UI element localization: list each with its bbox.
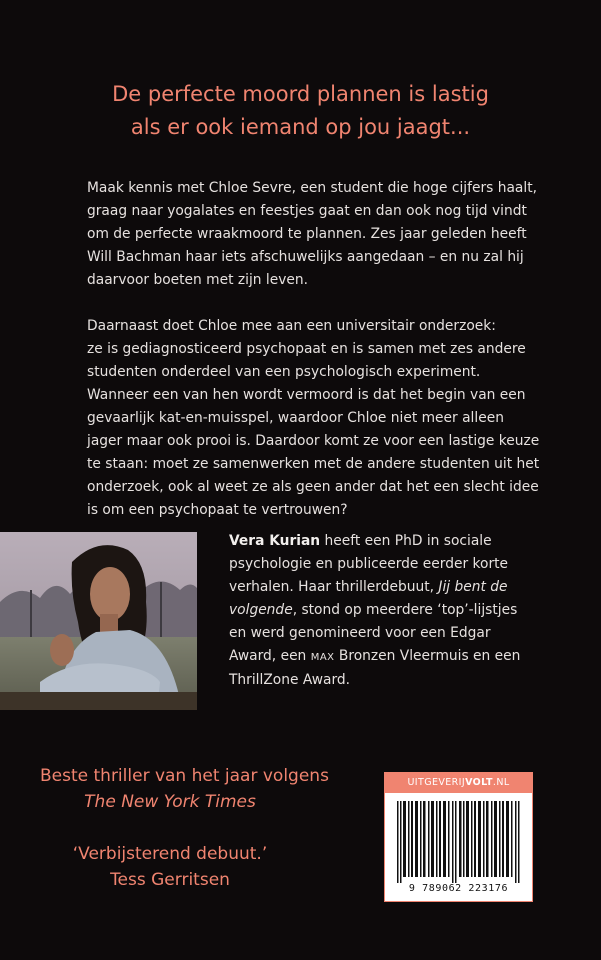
book-title: volgende [229, 602, 293, 618]
blurb-paragraph-1 [87, 177, 538, 292]
author-bio-line [229, 530, 529, 553]
blurb-line: jager maar ook prooi is. Daardoor komt ze voor een lastige keuze [87, 433, 540, 449]
quote-text: Beste thriller van het jaar volgens [40, 766, 329, 786]
author-bio-line [229, 576, 529, 599]
book-title: Jij bent de [438, 579, 508, 595]
tagline-line-2: als er ook iemand op jou jaagt... [130, 115, 471, 139]
blurb-line: om de perfecte wraakmoord te plannen. Zes jaar geleden heeft [87, 226, 527, 242]
max-smallcaps: MAX [310, 652, 335, 663]
author-bio-text: heeft een PhD in sociale [320, 533, 492, 549]
blurb-line: Wanneer een van hen wordt vermoord is dat het begin van een [87, 387, 526, 403]
author-bio-line: ThrillZone Award. [229, 672, 351, 688]
quote-source: The New York Times [84, 792, 256, 812]
tagline [0, 78, 601, 144]
author-bio-line: en werd genomineerd voor een Edgar [229, 625, 491, 641]
review-quote-nyt [40, 763, 329, 815]
barcode-icon [397, 801, 521, 883]
quote-source: Tess Gerritsen [110, 870, 230, 890]
blurb-line: graag naar yogalates en feestjes gaat en dan ook nog tijd vindt [87, 203, 527, 219]
publisher-url [385, 773, 532, 793]
blurb-line: Maak kennis met Chloe Sevre, een student die hoge cijfers haalt, [87, 180, 538, 196]
publisher-prefix: UITGEVERIJ [407, 777, 466, 788]
publisher-name: VOLT [465, 777, 493, 788]
publisher-suffix: .NL [492, 777, 510, 788]
blurb-line: Will Bachman haar iets afschuwelijks aangedaan – en nu zal hij [87, 249, 524, 265]
blurb-line: is om een psychopaat te vertrouwen? [87, 502, 348, 518]
blurb-line: te staan: moet ze samenwerken met de andere studenten uit het [87, 456, 540, 472]
isbn-number: 9 789062 223176 [408, 883, 509, 894]
author-bio-text: verhalen. Haar thrillerdebuut, [229, 579, 439, 595]
author-bio-line [229, 599, 529, 622]
author-bio [229, 530, 529, 692]
blurb-line: gevaarlijk kat-en-muisspel, waardoor Chloe niet meer alleen [87, 410, 504, 426]
author-photo [0, 532, 197, 710]
author-bio-text: Bronzen Vleermuis en een [334, 648, 521, 664]
author-bio-line [229, 645, 529, 669]
blurb [87, 177, 540, 545]
author-bio-text: Award, een [229, 648, 311, 664]
blurb-line: studenten onderdeel van een psychologisch experiment. [87, 364, 481, 380]
author-bio-text: , stond op meerdere ‘top’-lijstjes [292, 602, 518, 618]
author-bio-line: psychologie en publiceerde eerder korte [229, 556, 509, 572]
quote-text: ‘Verbijsterend debuut.’ [72, 844, 268, 864]
blurb-line: ze is gediagnosticeerd psychopaat en is samen met zes andere [87, 341, 526, 357]
barcode-box [384, 772, 533, 902]
blurb-line: onderzoek, ook al weet ze als geen ander dat het een slecht idee [87, 479, 539, 495]
blurb-paragraph-2 [87, 315, 540, 522]
blurb-line: daarvoor boeten met zijn leven. [87, 272, 309, 288]
author-name: Vera Kurian [229, 533, 321, 549]
review-quote-gerritsen [40, 841, 300, 893]
tagline-line-1: De perfecte moord plannen is lastig [112, 82, 489, 106]
blurb-line: Daarnaast doet Chloe mee aan een universitair onderzoek: [87, 318, 496, 334]
